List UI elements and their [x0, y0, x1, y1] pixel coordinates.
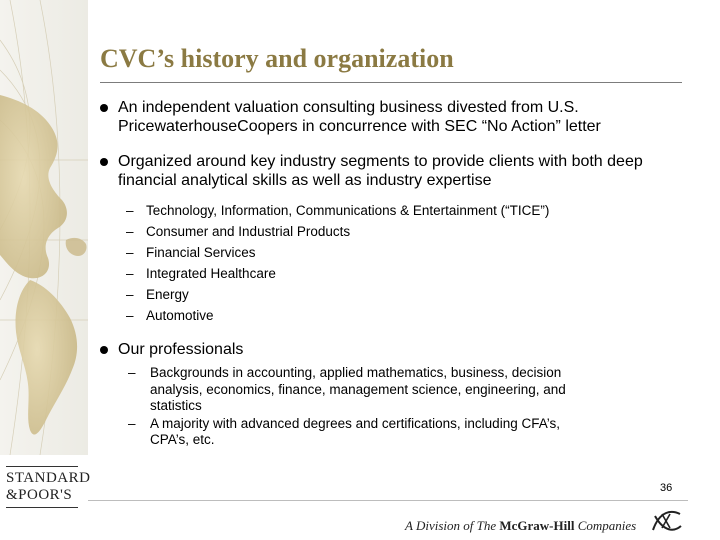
bullet-text: Organized around key industry segments to provide clients with both deep financial analytical skills as well as industry expertise	[118, 153, 643, 189]
bullet-dot-icon	[100, 104, 108, 112]
standard-and-poors-logo	[6, 466, 91, 508]
dash-icon: –	[126, 266, 134, 281]
footer-suffix: Companies	[574, 518, 637, 533]
dash-icon: –	[126, 308, 134, 323]
bullet-professionals	[100, 340, 680, 359]
professionals-text: Backgrounds in accounting, applied mathematics, business, decision analysis, economics, finance, management science, engineering, and statistics	[150, 365, 566, 413]
dash-icon: –	[128, 365, 136, 380]
industry-segments-list	[100, 200, 680, 326]
list-item	[126, 221, 680, 242]
page-number: 36	[660, 482, 673, 494]
globe-icon	[0, 0, 88, 455]
segment-text: Consumer and Industrial Products	[146, 224, 351, 239]
dash-icon: –	[126, 224, 134, 239]
dash-icon: –	[126, 203, 134, 218]
bullet-dot-icon	[100, 158, 108, 166]
footer-tagline	[405, 518, 636, 534]
bullet-dot-icon	[100, 346, 108, 354]
logo-rule-top	[6, 466, 78, 467]
list-item	[126, 284, 680, 305]
footer-brand: McGraw-Hill	[499, 518, 575, 533]
slide-title: CVC’s history and organization	[100, 44, 454, 73]
bullet-history	[100, 98, 680, 136]
professionals-list	[100, 365, 578, 449]
segment-text: Energy	[146, 287, 189, 302]
title-divider	[100, 82, 682, 83]
list-item	[126, 305, 680, 326]
bullet-organization	[100, 152, 680, 190]
segment-text: Financial Services	[146, 245, 256, 260]
dash-icon: –	[126, 287, 134, 302]
bullet-text: Our professionals	[118, 341, 244, 358]
dash-icon: –	[126, 245, 134, 260]
segment-text: Technology, Information, Communications & Entertainment (“TICE”)	[146, 203, 550, 218]
logo-line-1: STANDARD	[6, 470, 91, 486]
footer-prefix: A Division of The	[405, 518, 500, 533]
list-item	[126, 263, 680, 284]
segment-text: Automotive	[146, 308, 214, 323]
list-item	[126, 242, 680, 263]
logo-line-2: &POOR'S	[6, 487, 73, 503]
globe-decoration-strip	[0, 0, 88, 455]
list-item	[128, 365, 578, 415]
professionals-text: A majority with advanced degrees and certifications, including CFA’s, CPA’s, etc.	[150, 415, 560, 447]
dash-icon: –	[128, 415, 136, 431]
footer-divider	[88, 500, 688, 501]
mcgraw-hill-logo-icon	[650, 506, 684, 536]
list-item	[128, 416, 578, 449]
logo-rule-bottom	[6, 507, 78, 508]
slide-content	[100, 96, 680, 450]
list-item	[126, 200, 680, 221]
bullet-text: An independent valuation consulting business divested from U.S. PricewaterhouseCoopers in concurrence with SEC “No Action” letter	[118, 99, 601, 135]
segment-text: Integrated Healthcare	[146, 266, 276, 281]
